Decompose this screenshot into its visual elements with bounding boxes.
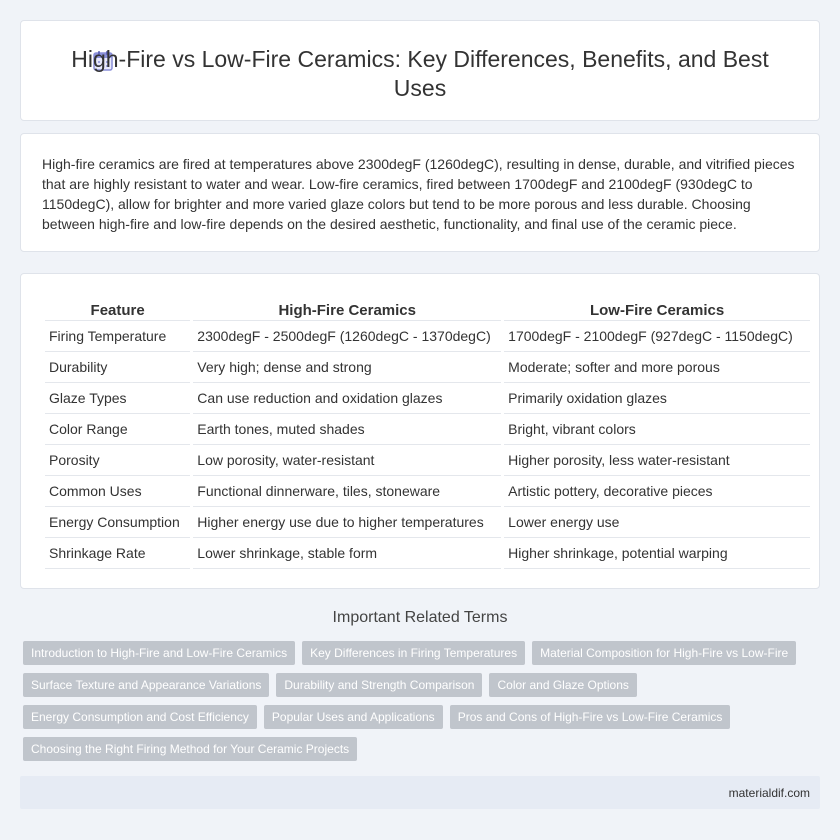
row-feature: Porosity xyxy=(45,445,190,476)
row-high-fire: Earth tones, muted shades xyxy=(193,414,501,445)
table-row xyxy=(45,352,810,383)
row-high-fire: Functional dinnerware, tiles, stoneware xyxy=(193,476,501,507)
term-tag[interactable]: Color and Glaze Options xyxy=(489,673,636,697)
term-tag[interactable]: Introduction to High-Fire and Low-Fire Ceramics xyxy=(23,641,295,665)
row-high-fire: 2300degF - 2500degF (1260degC - 1370degC) xyxy=(193,321,501,352)
table-row xyxy=(45,538,810,569)
row-feature: Firing Temperature xyxy=(45,321,190,352)
table-row xyxy=(45,445,810,476)
term-tag[interactable]: Surface Texture and Appearance Variations xyxy=(23,673,269,697)
column-header-low-fire: Low-Fire Ceramics xyxy=(504,295,810,321)
row-high-fire: Can use reduction and oxidation glazes xyxy=(193,383,501,414)
tag-row xyxy=(23,673,823,697)
row-low-fire: Bright, vibrant colors xyxy=(504,414,810,445)
page-title: High-Fire vs Low-Fire Ceramics: Key Differences, Benefits, and Best Uses xyxy=(71,46,769,101)
related-terms-heading: Important Related Terms xyxy=(332,609,508,626)
table-header-row xyxy=(45,295,810,321)
row-high-fire: Lower shrinkage, stable form xyxy=(193,538,501,569)
tag-row xyxy=(23,641,823,665)
table-row xyxy=(45,321,810,352)
comparison-table-card xyxy=(20,273,820,589)
intro-card xyxy=(20,133,820,252)
table-row xyxy=(45,383,810,414)
term-tag[interactable]: Material Composition for High-Fire vs Low-Fire xyxy=(532,641,796,665)
row-high-fire: Very high; dense and strong xyxy=(193,352,501,383)
row-feature: Common Uses xyxy=(45,476,190,507)
row-low-fire: Moderate; softer and more porous xyxy=(504,352,810,383)
term-tag[interactable]: Choosing the Right Firing Method for Your Ceramic Projects xyxy=(23,737,357,761)
term-tag[interactable]: Durability and Strength Comparison xyxy=(276,673,482,697)
row-low-fire: Artistic pottery, decorative pieces xyxy=(504,476,810,507)
comparison-table xyxy=(42,295,813,569)
row-low-fire: 1700degF - 2100degF (927degC - 1150degC) xyxy=(504,321,810,352)
related-terms-tags xyxy=(23,641,823,769)
row-high-fire: Higher energy use due to higher temperatures xyxy=(193,507,501,538)
row-low-fire: Lower energy use xyxy=(504,507,810,538)
row-low-fire: Higher porosity, less water-resistant xyxy=(504,445,810,476)
table-row xyxy=(45,507,810,538)
header-card xyxy=(20,20,820,121)
footer-site-link[interactable]: materialdif.com xyxy=(728,786,810,800)
row-high-fire: Low porosity, water-resistant xyxy=(193,445,501,476)
tag-row xyxy=(23,737,823,761)
term-tag[interactable]: Key Differences in Firing Temperatures xyxy=(302,641,525,665)
row-feature: Shrinkage Rate xyxy=(45,538,190,569)
intro-paragraph: High-fire ceramics are fired at temperatures above 2300degF (1260degC), resulting in dense, durable, and vitrified pieces that are highly resistant to water and wear. Low-fire ceramics, fired between 1700degF and 2100degF (930degC to 1150degC), allow for brighter and more varied glaze colors but tend to be more porous and less durable. Choosing between high-fire and low-fire depends on the desired aesthetic, functionality, and final use of the ceramic piece. xyxy=(42,156,795,232)
row-low-fire: Higher shrinkage, potential warping xyxy=(504,538,810,569)
table-row xyxy=(45,476,810,507)
tag-row xyxy=(23,705,823,729)
row-feature: Glaze Types xyxy=(45,383,190,414)
row-feature: Energy Consumption xyxy=(45,507,190,538)
term-tag[interactable]: Popular Uses and Applications xyxy=(264,705,443,729)
footer xyxy=(20,776,820,809)
row-feature: Durability xyxy=(45,352,190,383)
row-feature: Color Range xyxy=(45,414,190,445)
column-header-high-fire: High-Fire Ceramics xyxy=(193,295,501,321)
table-row xyxy=(45,414,810,445)
column-header-feature: Feature xyxy=(45,295,190,321)
term-tag[interactable]: Pros and Cons of High-Fire vs Low-Fire Ceramics xyxy=(450,705,731,729)
row-low-fire: Primarily oxidation glazes xyxy=(504,383,810,414)
term-tag[interactable]: Energy Consumption and Cost Efficiency xyxy=(23,705,257,729)
